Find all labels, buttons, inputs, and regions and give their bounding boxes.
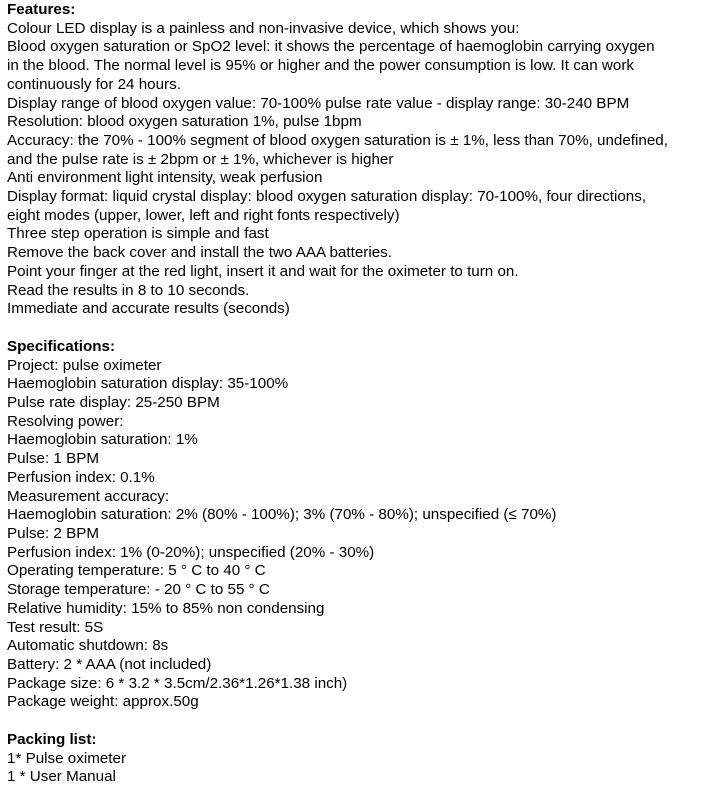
specifications-line: Perfusion index: 0.1% <box>7 468 155 486</box>
specifications-line: Automatic shutdown: 8s <box>7 637 169 655</box>
features-line: Accuracy: the 70% - 100% segment of blood oxygen saturation is ± 1%, less than 70%, undefined, <box>7 131 668 149</box>
features-line: Point your finger at the red light, insert it and wait for the oximeter to turn on. <box>7 262 519 280</box>
packing-list-heading: Packing list: <box>7 731 97 749</box>
specifications-line: Project: pulse oximeter <box>7 356 162 374</box>
specifications-line: Resolving power: <box>7 412 124 430</box>
specifications-line: Pulse rate display: 25-250 BPM <box>7 394 220 412</box>
section-spacer <box>7 712 723 731</box>
specifications-line: Perfusion index: 1% (0-20%); unspecified (20% - 30%) <box>7 543 375 561</box>
specifications-line: Package weight: approx.50g <box>7 693 199 711</box>
features-line: Immediate and accurate results (seconds) <box>7 300 290 318</box>
section-spacer <box>7 319 723 338</box>
specifications-line: Storage temperature: - 20 ° C to 55 ° C <box>7 581 270 599</box>
features-line: eight modes (upper, lower, left and right fonts respectively) <box>7 206 400 224</box>
specifications-line: Operating temperature: 5 ° C to 40 ° C <box>7 562 266 580</box>
specifications-line: Haemoglobin saturation: 2% (80% - 100%); 3% (70% - 80%); unspecified (≤ 70%) <box>7 506 557 524</box>
specifications-heading: Specifications: <box>7 337 116 355</box>
features-line: Blood oxygen saturation or SpO2 level: it shows the percentage of haemoglobin carrying oxygen <box>7 38 655 56</box>
features-line: and the pulse rate is ± 2bpm or ± 1%, whichever is higher <box>7 150 394 168</box>
packing-list-section <box>7 731 723 787</box>
features-line: Display format: liquid crystal display: blood oxygen saturation display: 70-100%, four directions, <box>7 188 647 206</box>
packing-list-item: 1* Pulse oximeter <box>7 749 127 767</box>
features-heading: Features: <box>7 1 76 18</box>
specifications-line: Relative humidity: 15% to 85% non condensing <box>7 599 325 617</box>
specifications-line: Haemoglobin saturation: 1% <box>7 431 198 449</box>
features-line: in the blood. The normal level is 95% or higher and the power consumption is low. It can work <box>7 57 634 75</box>
specifications-line: Test result: 5S <box>7 618 104 636</box>
specifications-section <box>7 338 723 712</box>
specifications-line: Pulse: 1 BPM <box>7 450 100 468</box>
specifications-line: Haemoglobin saturation display: 35-100% <box>7 375 289 393</box>
specifications-line: Pulse: 2 BPM <box>7 524 100 542</box>
features-line: Read the results in 8 to 10 seconds. <box>7 281 250 299</box>
specifications-line: Package size: 6 * 3.2 * 3.5cm/2.36*1.26*1.38 inch) <box>7 674 348 692</box>
packing-list-item: 1 * User Manual <box>7 768 116 786</box>
features-line: Remove the back cover and install the two AAA batteries. <box>7 244 392 262</box>
features-line: continuously for 24 hours. <box>7 75 181 93</box>
specifications-line: Measurement accuracy: <box>7 487 170 505</box>
features-line: Colour LED display is a painless and non-invasive device, which shows you: <box>7 19 520 37</box>
product-description-document <box>7 1 723 787</box>
features-line: Three step operation is simple and fast <box>7 225 269 243</box>
features-line: Resolution: blood oxygen saturation 1%, pulse 1bpm <box>7 113 362 131</box>
features-section <box>7 1 723 319</box>
specifications-line: Battery: 2 * AAA (not included) <box>7 655 212 673</box>
features-line: Anti environment light intensity, weak perfusion <box>7 169 323 187</box>
features-line: Display range of blood oxygen value: 70-100% pulse rate value - display range: 30-240 BPM <box>7 94 630 112</box>
